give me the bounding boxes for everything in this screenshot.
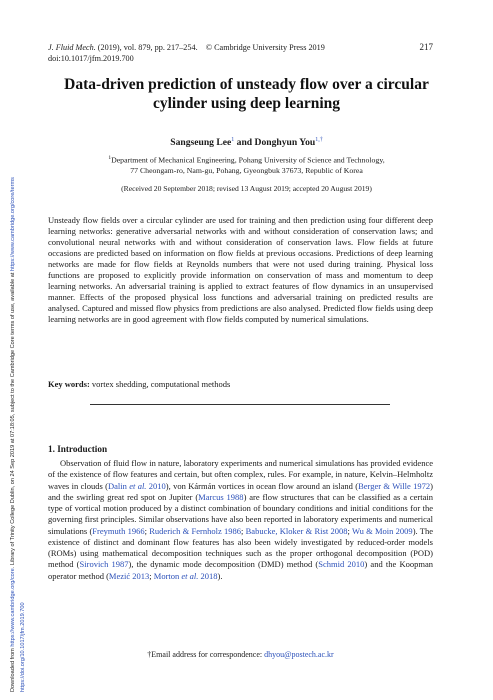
affiliation-marker: 1 <box>108 155 112 161</box>
keywords-value: vortex shedding, computational methods <box>89 379 231 389</box>
copyright-notice: © Cambridge University Press 2019 <box>205 43 325 52</box>
author-2: Donghyun You <box>254 137 316 149</box>
stamp-middle: . Library of Trinity College Dublin, on 24 Sep 2019 at 07:18:05, subject to the Cambridge Core terms of use, available at <box>10 270 16 569</box>
author-line <box>40 137 453 148</box>
intro-text-12: ). <box>217 570 223 581</box>
citation-morton-year: 2018 <box>198 570 218 581</box>
intro-text-11: ; <box>149 570 154 581</box>
intro-text-10: ) and the Koopman operator method ( <box>48 559 433 581</box>
intro-text-8: ). The existence of distinct and dominant flow features has also been widely investigated by reduced-order models (ROMs) using mathematical decomposition techniques such as the proper orthogonal decomposition (POD) method ( <box>48 525 433 570</box>
intro-text-6: ; <box>241 525 246 536</box>
stamp-link-terms[interactable]: https://www.cambridge.org/core/terms <box>10 177 16 271</box>
doi: doi:10.1017/jfm.2019.700 <box>48 54 134 63</box>
correspondence-email-link[interactable]: dhyou@postech.ac.kr <box>264 650 334 659</box>
citation-wu-moin[interactable]: Wu & Moin 2009 <box>351 525 413 536</box>
citation-ruderich-fernholz[interactable]: Ruderich & Fernholz 1986 <box>149 525 242 536</box>
citation-freymuth[interactable]: Freymuth 1966 <box>92 525 145 536</box>
intro-text-5: ; <box>144 525 150 536</box>
intro-text-4: ) are flow structures that can be classified as a certain type of vortical motion produced by a distinct combination of boundary conditions and initial conditions for the governing first principles. Similar observations have also been reported in laboratory experiments and numerical simulations ( <box>48 491 433 536</box>
stamp-link-core[interactable]: https://www.cambridge.org/core <box>10 568 16 647</box>
affiliation-line-1: Department of Mechanical Engineering, Pohang University of Science and Technology, <box>111 155 385 165</box>
intro-text-2: ), von Kármán vortices in ocean flow around an island ( <box>165 480 359 491</box>
author-1: Sangseung Lee <box>170 137 232 149</box>
author-1-affil-marker[interactable]: 1 <box>231 137 235 143</box>
journal-citation: (2019), vol. 879, pp. 217–254. <box>95 43 198 52</box>
affiliation-line-2: 77 Cheongam-ro, Nam-gu, Pohang, Gyeongbuk 37673, Republic of Korea <box>130 166 363 176</box>
paper-title: Data-driven prediction of unsteady flow over a circular cylinder using deep learning <box>64 76 429 112</box>
citation-morton-etal: et al. <box>181 570 199 581</box>
citation-berger-wille[interactable]: Berger & Wille 1972 <box>358 480 431 491</box>
citation-schmid[interactable]: Schmid 2010 <box>318 559 365 570</box>
stamp-link-doi[interactable]: https://doi.org/10.1017/jfm.2019.700 <box>20 602 26 692</box>
author-conjunction: and <box>234 137 255 149</box>
keywords <box>48 379 433 389</box>
citation-dalin-author: Dalin <box>107 480 130 491</box>
citation-babucke[interactable]: Babucke, Kloker & Rist 2008 <box>245 525 348 536</box>
citation-morton[interactable] <box>154 571 218 581</box>
journal-name: J. Fluid Mech. <box>48 43 96 52</box>
download-stamp <box>8 22 26 692</box>
intro-text-9: ), the dynamic mode decomposition (DMD) method ( <box>128 559 319 570</box>
citation-marcus[interactable]: Marcus 1988 <box>198 491 244 502</box>
introduction-paragraph <box>48 458 433 582</box>
intro-text-3: ) and the swirling great red spot on Jupiter ( <box>48 480 433 502</box>
author-2-affil-marker[interactable]: 1,† <box>315 137 323 143</box>
running-header <box>48 42 433 64</box>
citation-mezic[interactable]: Mezić 2013 <box>108 570 150 581</box>
abstract: Unsteady flow fields over a circular cylinder are used for training and then prediction using four different deep learning networks: generative adversarial networks with and without consideration of conservation laws; and convolutional neural networks with and without consideration of conservation laws. Flow fields at future occasions are predicted based on information on flow fields at previous occasions. Predictions of deep learning networks are made for flow fields at Reynolds numbers that were not used during training. Physical loss functions are proposed to explicitly provide information on conservation of mass and momentum to deep learning networks. An adversarial training is applied to extract features of flow dynamics in an unsupervised manner. Effects of the proposed physical loss functions and adversarial training on predicted results are analysed. Captured and missed flow physics from predictions are also analysed. Predicted flow fields using deep learning networks are in good agreement with flow fields computed by numerical simulations. <box>48 215 433 325</box>
citation-dalin-year: 2010 <box>146 480 166 491</box>
page-number: 217 <box>419 42 433 52</box>
intro-text-7: ; <box>347 525 352 536</box>
received-dates: (Received 20 September 2018; revised 13 August 2019; accepted 20 August 2019) <box>121 184 372 193</box>
correspondence-footnote <box>48 650 433 659</box>
footnote-label: †Email address for correspondence: <box>147 650 265 659</box>
citation-dalin[interactable] <box>108 481 166 491</box>
citation-morton-author: Morton <box>153 570 182 581</box>
citation-sirovich[interactable]: Sirovich 1987 <box>79 559 129 570</box>
affiliation <box>40 153 453 177</box>
section-heading: 1. Introduction <box>48 444 108 454</box>
citation-dalin-etal: et al. <box>129 480 147 491</box>
keywords-label: Key words: <box>48 379 90 389</box>
intro-text-1: Observation of fluid flow in nature, laboratory experiments and numerical simulations has provided evidence of the existence of flow features and certain, but often complex, rules. For example, in nature, Kelvin–Helmholtz waves in clouds ( <box>48 458 433 491</box>
stamp-prefix: Downloaded from <box>10 646 16 692</box>
section-divider <box>90 404 390 405</box>
